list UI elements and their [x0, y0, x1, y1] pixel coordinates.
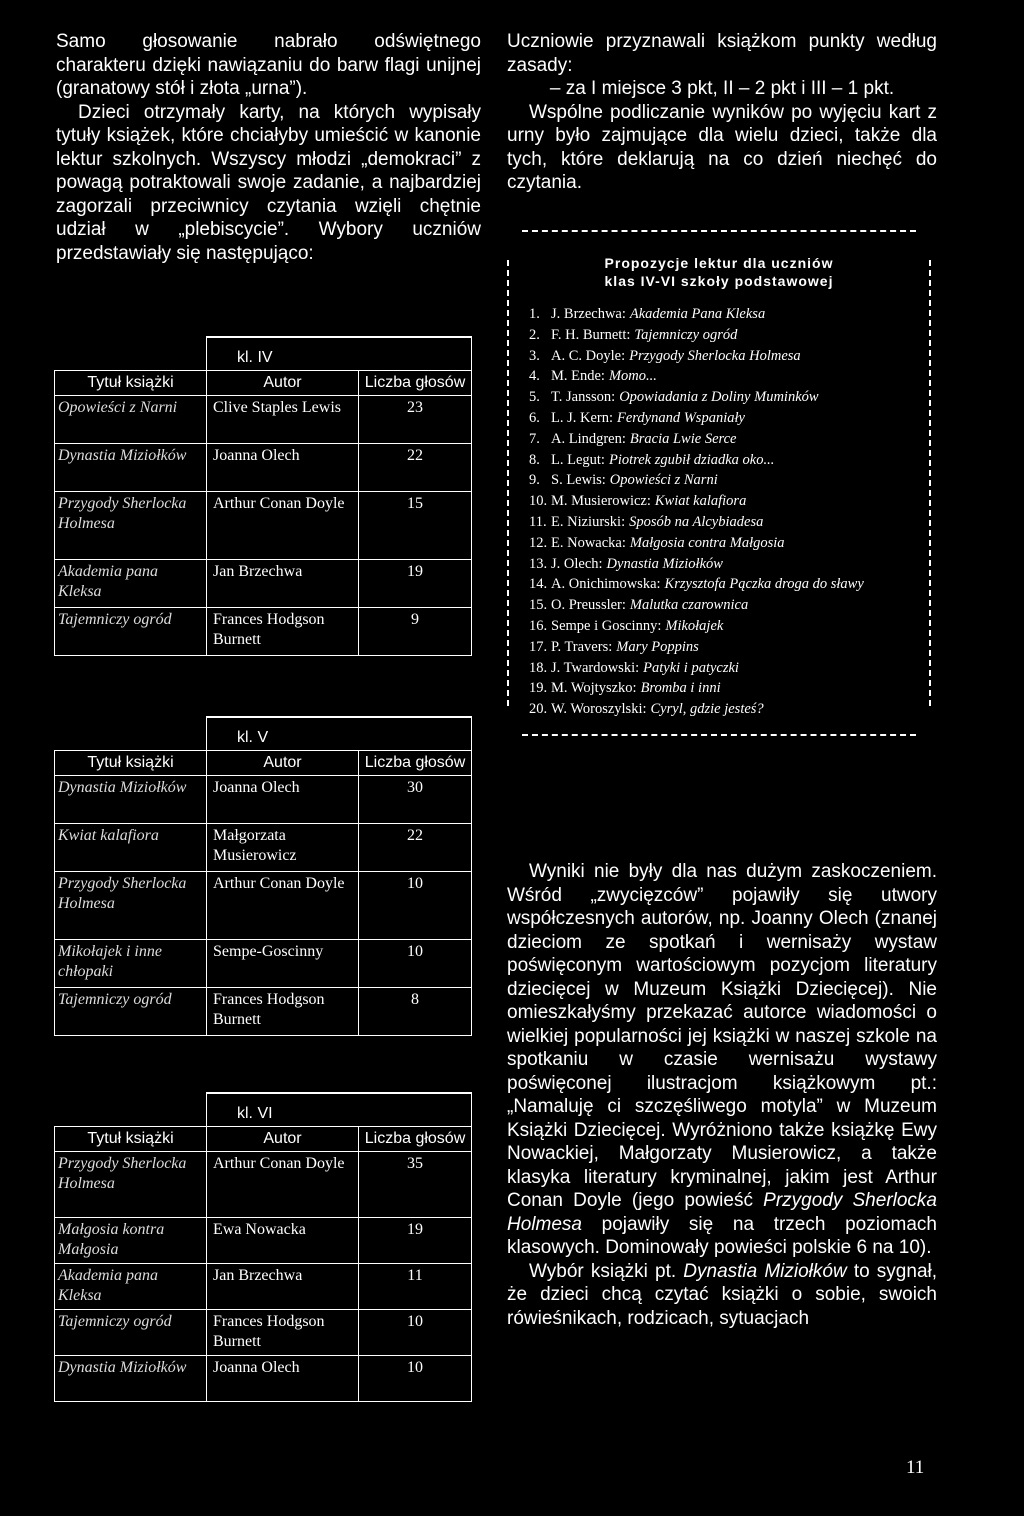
vote-count: 30	[359, 776, 472, 824]
header-votes: Liczba głosów	[359, 1127, 472, 1152]
item-number: 13.	[529, 555, 548, 572]
item-author: M. Musierowicz:	[551, 493, 651, 510]
item-title: Ferdynand Wspaniały	[617, 409, 745, 426]
item-number: 1.	[529, 306, 540, 322]
list-item	[529, 429, 931, 450]
book-author: Joanna Olech	[207, 776, 359, 824]
item-text	[551, 470, 718, 491]
table-row	[55, 560, 472, 608]
item-title: Dynastia Miziołków	[606, 555, 723, 572]
item-title: Mary Poppins	[616, 638, 699, 655]
box-title	[507, 254, 931, 290]
item-author: T. Jansson:	[551, 389, 616, 406]
item-author: A. Onichimowska:	[551, 576, 661, 593]
item-title: Mikołajek	[665, 617, 724, 634]
item-number: 7.	[529, 430, 540, 447]
header-title: Tytuł książki	[55, 1127, 207, 1152]
list-item	[529, 595, 931, 616]
table-row	[55, 1310, 472, 1356]
list-item	[529, 408, 931, 429]
header-author: Autor	[207, 751, 359, 776]
item-author: L. J. Kern:	[551, 409, 614, 426]
item-author: A. C. Doyle:	[551, 347, 626, 364]
rules-points: – za I miejsce 3 pkt, II – 2 pkt i III – 1 pkt.	[549, 78, 895, 99]
item-text	[551, 325, 737, 346]
vote-count: 8	[359, 988, 472, 1036]
vote-count: 9	[359, 608, 472, 656]
box-title-line-2: klas IV-VI szkoły podstawowej	[604, 273, 834, 289]
item-text	[551, 512, 763, 533]
vote-count: 10	[359, 872, 472, 940]
book-title: Dynastia Miziołków	[55, 1356, 207, 1402]
item-text	[551, 554, 723, 575]
item-number: 16.	[529, 617, 548, 634]
item-text	[551, 595, 748, 616]
list-item	[529, 366, 931, 387]
results-text	[507, 860, 937, 1330]
vote-count: 10	[359, 1356, 472, 1402]
page-number: 11	[906, 1457, 925, 1478]
class-label: kl. VI	[207, 1093, 472, 1127]
results-text-part: pojawiły się na trzech poziomach klasowych. Dominowały powieści polskie 6 na 10).	[507, 1213, 937, 1258]
item-text	[551, 574, 864, 595]
item-title: Opowieści z Narni	[609, 472, 718, 489]
item-title: Przygody Sherlocka Holmesa	[629, 347, 801, 364]
item-title: Akademia Pana Kleksa	[629, 306, 766, 322]
right-intro	[507, 30, 937, 195]
list-item	[529, 346, 931, 367]
item-author: E. Nowacka:	[551, 534, 626, 551]
book-title: Przygody Sherlocka Holmesa	[55, 872, 207, 940]
list-item	[529, 658, 931, 679]
votes-table-kl-vi	[54, 1092, 472, 1402]
item-title: Sposób na Alcybiadesa	[629, 513, 764, 530]
item-text	[551, 637, 699, 658]
book-title: Małgosia kontra Małgosia	[55, 1218, 207, 1264]
intro-paragraph-2: Dzieci otrzymały karty, na których wypisały tytuły książek, które chciałyby umieścić w kanonie lektur szkolnych. Wszyscy młodzi „demokraci” z powagą potraktowali swoje zadanie, a najbardziej zagorzali przeciwnicy czytania wzięli chętnie udział w „plebiscycie”. Wybory uczniów przedstawiały się następująco:	[56, 101, 481, 264]
vote-count: 23	[359, 396, 472, 444]
book-author: Arthur Conan Doyle	[207, 492, 359, 560]
book-author: Jan Brzechwa	[207, 1264, 359, 1310]
vote-count: 15	[359, 492, 472, 560]
book-title-inline: Przygody Sherlocka Holmesa	[507, 1190, 937, 1235]
item-text	[551, 533, 785, 554]
item-title: Malutka czarownica	[629, 597, 749, 614]
book-title: Przygody Sherlocka Holmesa	[55, 1152, 207, 1218]
item-number: 3.	[529, 347, 540, 364]
header-votes: Liczba głosów	[359, 371, 472, 396]
item-title: Bromba i inni	[640, 680, 721, 697]
list-item	[529, 637, 931, 658]
item-author: F. H. Burnett:	[551, 326, 631, 343]
item-number: 8.	[529, 451, 540, 468]
item-text	[551, 408, 745, 429]
table-row	[55, 396, 472, 444]
book-author: Clive Staples Lewis	[207, 396, 359, 444]
book-title: Akademia pana Kleksa	[55, 1264, 207, 1310]
list-item	[529, 699, 931, 720]
item-author: W. Woroszylski:	[551, 701, 647, 718]
list-item	[529, 678, 931, 699]
item-title: Małgosia contra Małgosia	[629, 534, 785, 551]
list-item	[529, 533, 931, 554]
table-row	[55, 1356, 472, 1402]
header-votes: Liczba głosów	[359, 751, 472, 776]
box-right-border	[929, 260, 931, 706]
vote-count: 10	[359, 1310, 472, 1356]
list-item	[529, 450, 931, 471]
vote-count: 10	[359, 940, 472, 988]
results-paragraph-2	[507, 1260, 937, 1331]
item-number: 14.	[529, 576, 548, 593]
list-item	[529, 616, 931, 637]
item-title: Patyki i patyczki	[643, 659, 739, 676]
class-label: kl. V	[207, 717, 472, 751]
box-bottom-border	[522, 734, 916, 736]
table-row	[55, 940, 472, 988]
book-title: Mikołajek i inne chłopaki	[55, 940, 207, 988]
reading-list-box	[507, 230, 931, 736]
item-text	[551, 491, 746, 512]
book-title: Tajemniczy ogród	[55, 988, 207, 1036]
item-author: L. Legut:	[551, 451, 605, 468]
item-text	[551, 346, 801, 367]
list-item	[529, 491, 931, 512]
item-text	[551, 450, 774, 471]
table-row	[55, 776, 472, 824]
table-row	[55, 1218, 472, 1264]
item-text	[551, 616, 723, 637]
book-author: Arthur Conan Doyle	[207, 1152, 359, 1218]
book-title: Tajemniczy ogród	[55, 1310, 207, 1356]
book-title: Dynastia Miziołków	[55, 776, 207, 824]
list-item	[529, 554, 931, 575]
table-row	[55, 988, 472, 1036]
item-title: Momo...	[608, 368, 657, 385]
box-title-line-1: Propozycje lektur dla uczniów	[604, 255, 834, 271]
table-row	[55, 872, 472, 940]
class-label: kl. IV	[207, 337, 472, 371]
vote-count: 11	[359, 1264, 472, 1310]
book-title: Akademia pana Kleksa	[55, 560, 207, 608]
list-item	[529, 304, 931, 325]
book-author: Joanna Olech	[207, 444, 359, 492]
vote-count: 22	[359, 824, 472, 872]
item-text	[551, 658, 739, 679]
results-text-part: Wybór książki pt.	[529, 1260, 684, 1282]
item-number: 5.	[529, 389, 540, 406]
item-author: A. Lindgren:	[551, 430, 626, 447]
results-text-part: Wyniki nie były dla nas dużym zaskoczeniem. Wśród „zwycięzców” pojawiły się utwory współczesnych autorów, np. Joanny Olech (znanej dzieciom ze spotkań i wernisaży wystaw poświęconym wartościowym pozycjom literatury dziecięcej w Muzeum Książki Dziecięcej). Nie omieszkałyśmy przekazać autorce wiadomości o wielkiej popularności jej książki w naszej szkole na spotkaniu w czasie wernisażu wystawy poświęconej ilustracjom książkowym pt.: „Namaluję ci szczęśliwego motyla” w Muzeum Książki Dziecięcej. Wyróżniono także książkę Ewy Nowackiej, Małgorzaty Musierowicz, a także klasyka literatury kryminalnej, jakim jest Arthur Conan Doyle (jego powieść	[507, 861, 937, 1211]
header-author: Autor	[207, 371, 359, 396]
book-author: Małgorzata Musierowicz	[207, 824, 359, 872]
counting-paragraph: Wspólne podliczanie wyników po wyjęciu kart z urny było zajmujące dla wielu dzieci, także dla tych, które deklarują na co dzień niechęć do czytania.	[507, 101, 937, 193]
list-item	[529, 512, 931, 533]
book-author: Joanna Olech	[207, 1356, 359, 1402]
header-author: Autor	[207, 1127, 359, 1152]
intro-paragraph-1: Samo głosowanie nabrało odświętnego charakteru dzięki nawiązaniu do barw flagi unijnej (granatowy stół i złota „urna”).	[56, 31, 481, 99]
item-author: J. Olech:	[551, 555, 603, 572]
book-title: Przygody Sherlocka Holmesa	[55, 492, 207, 560]
book-author: Jan Brzechwa	[207, 560, 359, 608]
item-author: S. Lewis:	[551, 472, 606, 489]
book-author: Frances Hodgson Burnett	[207, 608, 359, 656]
book-author: Arthur Conan Doyle	[207, 872, 359, 940]
book-author: Ewa Nowacka	[207, 1218, 359, 1264]
item-number: 11.	[529, 513, 547, 530]
item-title: Piotrek zgubił dziadka oko...	[608, 451, 775, 468]
item-author: O. Preussler:	[551, 597, 626, 614]
votes-table-kl-v	[54, 716, 472, 1036]
book-author: Frances Hodgson Burnett	[207, 1310, 359, 1356]
table-row	[55, 824, 472, 872]
item-author: M. Ende:	[551, 368, 605, 385]
reading-list	[507, 304, 931, 720]
item-text	[551, 678, 721, 699]
item-number: 10.	[529, 493, 548, 510]
item-title: Krzysztofa Pączka droga do sławy	[664, 576, 864, 593]
item-number: 4.	[529, 368, 540, 385]
item-text	[551, 429, 736, 450]
item-title: Cyryl, gdzie jesteś?	[650, 701, 764, 718]
vote-count: 35	[359, 1152, 472, 1218]
table-row	[55, 608, 472, 656]
item-author: P. Travers:	[551, 638, 613, 655]
item-title: Kwiat kalafiora	[654, 493, 747, 510]
item-title: Opowiadania z Doliny Muminków	[619, 389, 819, 406]
item-number: 9.	[529, 472, 540, 489]
table-row	[55, 492, 472, 560]
item-author: M. Wojtyszko:	[551, 680, 637, 697]
vote-count: 19	[359, 1218, 472, 1264]
results-paragraph-1	[507, 860, 937, 1260]
table-row	[55, 1264, 472, 1310]
book-title: Kwiat kalafiora	[55, 824, 207, 872]
item-number: 6.	[529, 409, 540, 426]
item-author: E. Niziurski:	[551, 513, 626, 530]
book-title-inline: Dynastia Miziołków	[683, 1260, 847, 1282]
item-text	[551, 387, 819, 408]
book-title: Opowieści z Narni	[55, 396, 207, 444]
book-author: Frances Hodgson Burnett	[207, 988, 359, 1036]
vote-count: 22	[359, 444, 472, 492]
header-title: Tytuł książki	[55, 751, 207, 776]
item-number: 2.	[529, 326, 540, 343]
item-title: Tajemniczy ogród	[634, 326, 738, 343]
item-text	[551, 366, 657, 387]
item-number: 20.	[529, 701, 548, 718]
book-author: Sempe-Goscinny	[207, 940, 359, 988]
book-title: Dynastia Miziołków	[55, 444, 207, 492]
left-intro	[56, 30, 481, 265]
list-item	[529, 574, 931, 595]
rules-paragraph: Uczniowie przyznawali książkom punkty według zasady:	[507, 31, 937, 76]
box-left-border	[507, 260, 509, 706]
item-number: 17.	[529, 638, 548, 655]
item-number: 15.	[529, 597, 548, 614]
item-number: 18.	[529, 659, 548, 676]
item-author: Sempe i Goscinny:	[551, 617, 662, 634]
table-row	[55, 444, 472, 492]
list-item	[529, 470, 931, 491]
list-item	[529, 325, 931, 346]
header-title: Tytuł książki	[55, 371, 207, 396]
vote-count: 19	[359, 560, 472, 608]
table-row	[55, 1152, 472, 1218]
votes-table-kl-iv	[54, 336, 472, 656]
item-text	[551, 304, 765, 325]
item-text	[551, 699, 764, 720]
item-author: J. Twardowski:	[551, 659, 640, 676]
item-author: J. Brzechwa:	[551, 306, 626, 322]
item-title: Bracia Lwie Serce	[629, 430, 737, 447]
book-title: Tajemniczy ogród	[55, 608, 207, 656]
list-item	[529, 387, 931, 408]
box-top-border	[522, 230, 916, 232]
item-number: 12.	[529, 534, 548, 551]
item-number: 19.	[529, 680, 548, 697]
results-text-part: to sygnał, że dzieci chcą czytać książki o sobie, swoich rówieśnikach, rodzicach, sytuacjach	[507, 1260, 938, 1329]
